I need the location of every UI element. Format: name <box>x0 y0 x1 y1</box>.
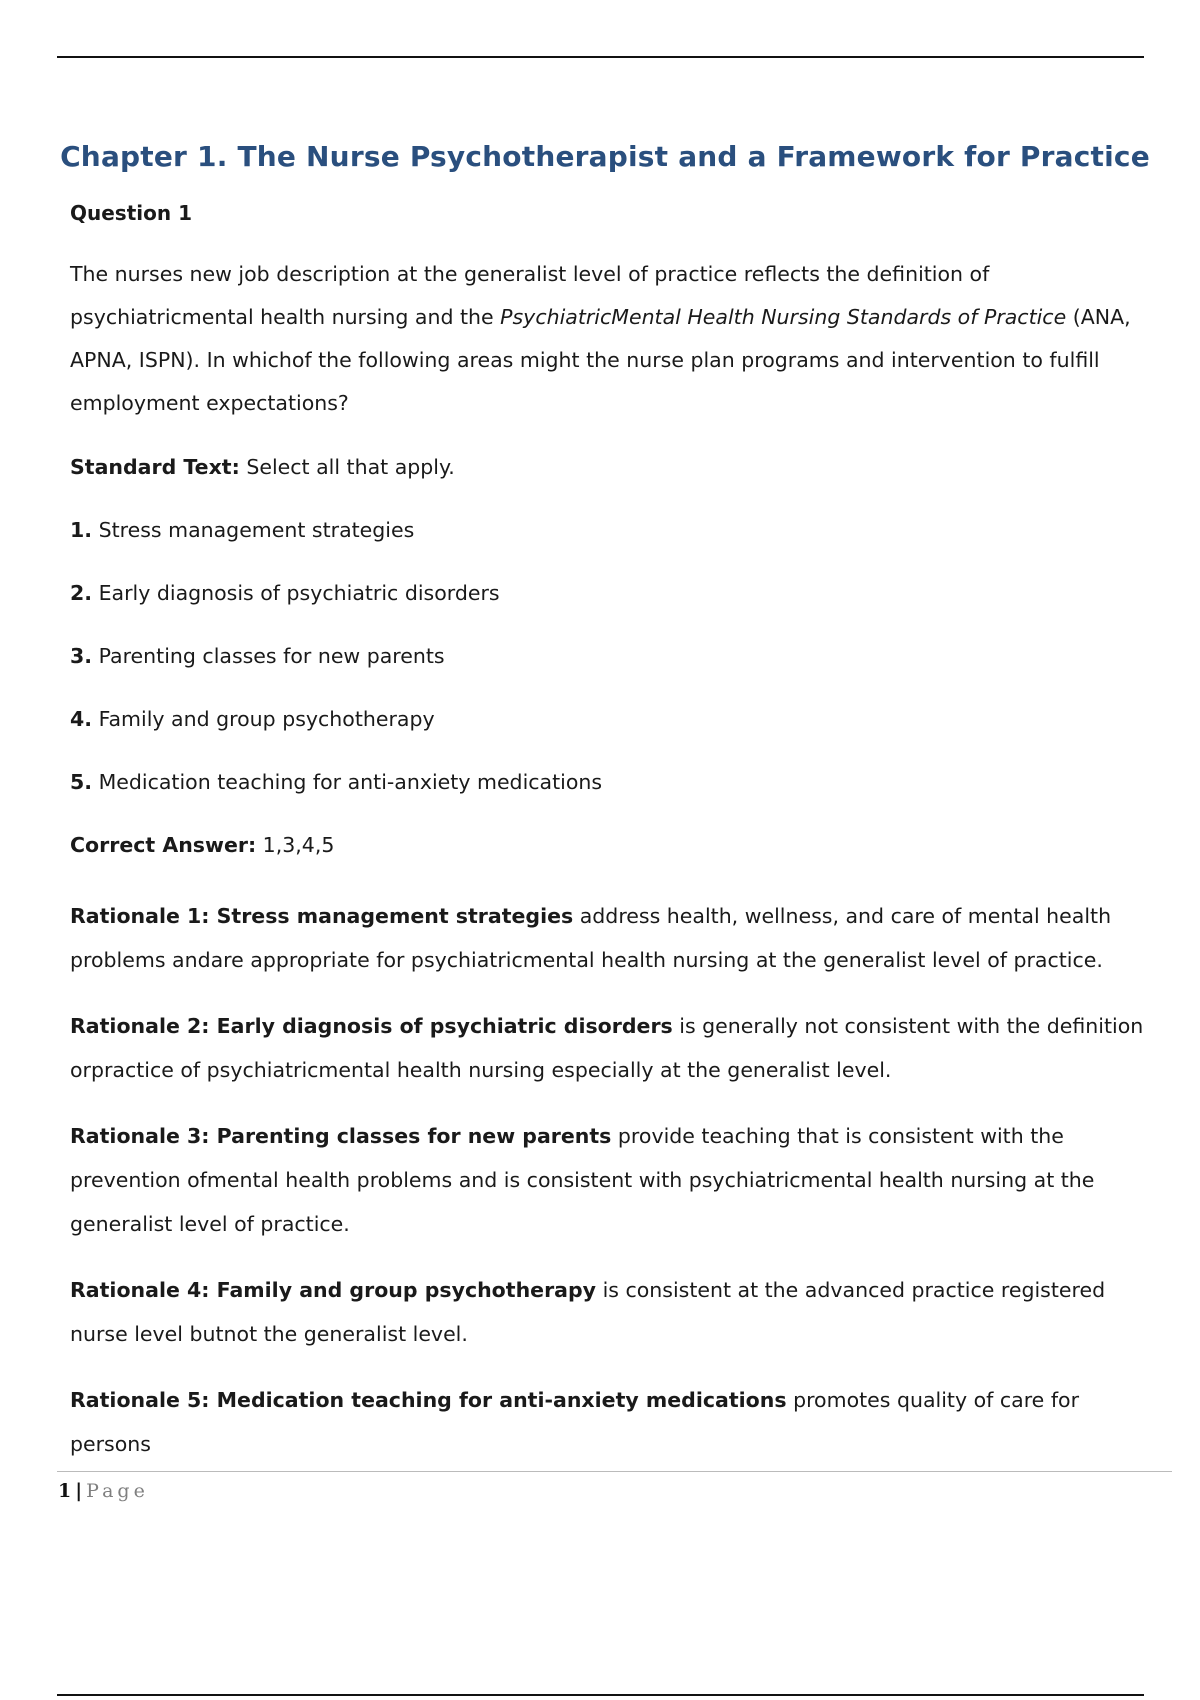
answer-options <box>70 516 1160 796</box>
option-text: Medication teaching for anti-anxiety medications <box>92 770 603 794</box>
option-number: 3. <box>70 644 93 668</box>
rationale-lead: Family and group psychotherapy <box>209 1278 597 1302</box>
option-1 <box>70 516 1160 544</box>
option-number: 1. <box>70 518 93 542</box>
rationale-label: Rationale 1: <box>70 904 210 928</box>
document-page <box>60 140 1160 1488</box>
option-number: 4. <box>70 707 93 731</box>
page-number: 1 <box>58 1480 72 1502</box>
rationale-text: promotes quality of care for persons <box>70 1388 1080 1456</box>
standard-text <box>70 453 1160 481</box>
option-3 <box>70 642 1160 670</box>
stem-part-2: (ANA, APNA, ISPN). In whichof the following areas might the nurse plan programs and intervention to fulfill employment expectations? <box>70 305 1131 415</box>
chapter-title: Chapter 1. The Nurse Psychotherapist and a Framework for Practice <box>60 140 1150 173</box>
option-text: Parenting classes for new parents <box>92 644 445 668</box>
rationale-label: Rationale 3: <box>70 1124 210 1148</box>
bottom-rule <box>57 1694 1144 1696</box>
rationale-text: is generally not consistent with the definition orpractice of psychiatricmental health nursing especially at the generalist level. <box>70 1014 1144 1082</box>
rationale-text: address health, wellness, and care of mental health problems andare appropriate for psychiatricmental health nursing at the generalist level of practice. <box>70 904 1112 972</box>
standard-text-label: Standard Text: <box>70 455 240 479</box>
rationale-lead: Medication teaching for anti-anxiety medications <box>209 1388 787 1412</box>
rationale-text: is consistent at the advanced practice registered nurse level butnot the generalist level. <box>70 1278 1106 1346</box>
rationale-label: Rationale 5: <box>70 1388 210 1412</box>
stem-italic-title: PsychiatricMental Health Nursing Standards of Practice <box>500 305 1067 329</box>
rationale-5 <box>70 1378 1160 1466</box>
option-number: 2. <box>70 581 93 605</box>
question-stem <box>70 253 1160 425</box>
rationale-label: Rationale 2: <box>70 1014 210 1038</box>
question-label: Question 1 <box>70 201 192 225</box>
rationale-lead: Stress management strategies <box>209 904 574 928</box>
option-2 <box>70 579 1160 607</box>
page-word: Page <box>86 1480 149 1502</box>
footer-rule <box>57 1471 1172 1472</box>
option-4 <box>70 705 1160 733</box>
correct-answer-value: 1,3,4,5 <box>256 833 335 857</box>
rationale-lead: Parenting classes for new parents <box>209 1124 612 1148</box>
standard-text-value: Select all that apply. <box>239 455 455 479</box>
rationale-4 <box>70 1268 1160 1356</box>
rationale-label: Rationale 4: <box>70 1278 210 1302</box>
rationale-1 <box>70 894 1160 982</box>
correct-answer <box>70 831 1160 859</box>
header-rule <box>57 56 1144 58</box>
correct-answer-label: Correct Answer: <box>70 833 257 857</box>
rationale-3 <box>70 1114 1160 1246</box>
rationale-2 <box>70 1004 1160 1092</box>
option-text: Early diagnosis of psychiatric disorders <box>92 581 500 605</box>
rationale-lead: Early diagnosis of psychiatric disorders <box>209 1014 673 1038</box>
option-number: 5. <box>70 770 93 794</box>
option-text: Family and group psychotherapy <box>92 707 435 731</box>
page-footer <box>58 1480 149 1502</box>
option-5 <box>70 768 1160 796</box>
stem-part-1: The nurses new job description at the generalist level of practice reflects the definition of psychiatricmental health nursing and the <box>70 262 990 329</box>
option-text: Stress management strategies <box>92 518 415 542</box>
rationale-text: provide teaching that is consistent with the prevention ofmental health problems and is consistent with psychiatricmental health nursing at the generalist level of practice. <box>70 1124 1095 1236</box>
footer-separator: | <box>75 1480 83 1502</box>
